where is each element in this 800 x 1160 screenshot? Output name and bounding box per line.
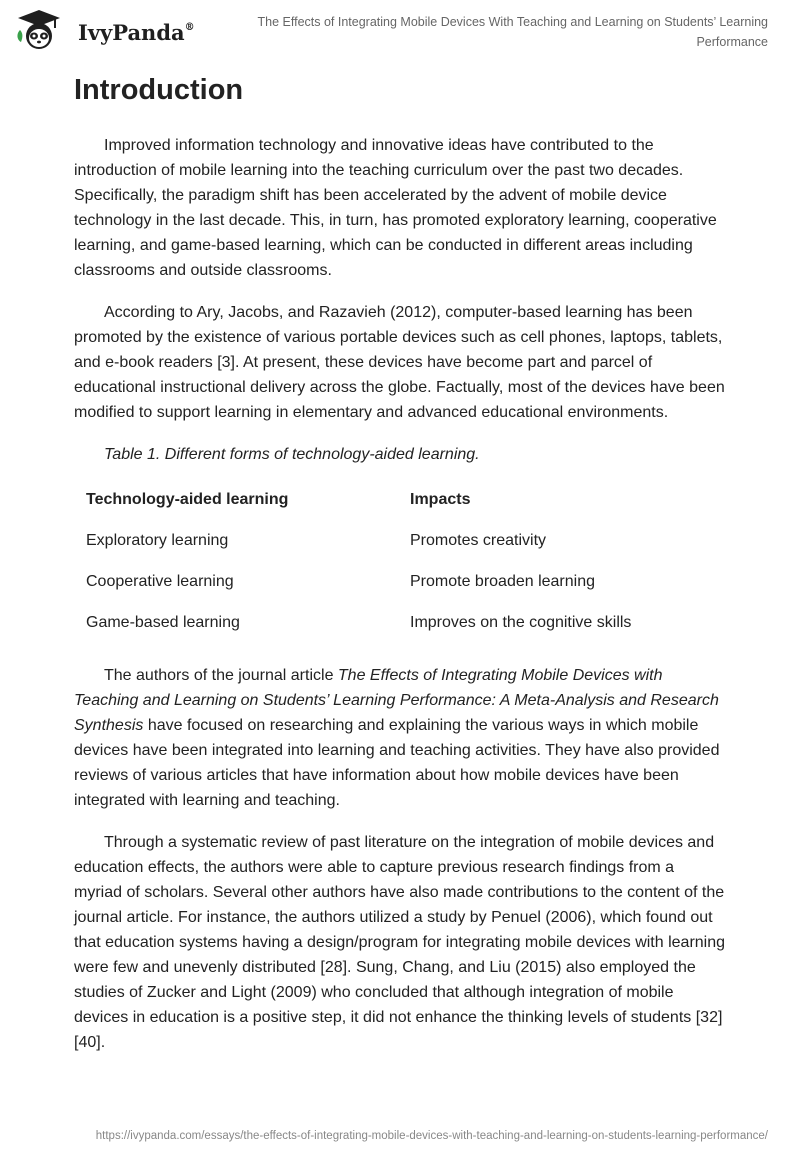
table-row xyxy=(74,610,726,651)
paragraph-4: Through a systematic review of past literature on the integration of mobile devices and education effects, the authors were able to capture previous research findings from a myriad of scholars. Several other authors have also made contributions to the content of the journal article. For instance, the authors utilized a study by Penuel (2006), which found out that education systems having a design/program for integrating mobile devices with learning were few and unevenly distributed [28]. Sung, Chang, and Liu (2015) also employed the studies of Zucker and Light (2009) who concluded that although integration of mobile devices in education is a positive step, it did not enhance the thinking levels of students [32] [40]. xyxy=(74,834,726,1051)
article-body xyxy=(74,70,726,1072)
paragraph-1: Improved information technology and innovative ideas have contributed to the introduction of mobile learning into the teaching curriculum over the past two decades. Specifically, the paradigm shift has been accelerated by the advent of mobile device technology in the last decade. This, in turn, has promoted exploratory learning, cooperative learning, and game-based learning, which can be conducted in different areas including classrooms and outside classrooms. xyxy=(74,137,717,279)
running-title: The Effects of Integrating Mobile Devices With Teaching and Learning on Students’ Learning Performance xyxy=(257,15,768,49)
table-cell: Cooperative learning xyxy=(86,573,234,590)
table-caption: Table 1. Different forms of technology-aided learning. xyxy=(104,446,480,463)
table-header-cell: Technology-aided learning xyxy=(86,491,289,508)
table-cell: Game-based learning xyxy=(86,614,240,631)
section-heading: Introduction xyxy=(74,74,244,106)
table-cell: Exploratory learning xyxy=(86,532,229,549)
panda-graduation-icon xyxy=(14,8,64,52)
source-url[interactable]: https://ivypanda.com/essays/the-effects-of-integrating-mobile-devices-with-teaching-and-learning-on-students-learning-performance/ xyxy=(95,1130,768,1142)
table-cell: Improves on the cognitive skills xyxy=(410,614,632,631)
technology-learning-table xyxy=(74,487,726,651)
table-cell: Promotes creativity xyxy=(410,532,547,549)
paragraph-2: According to Ary, Jacobs, and Razavieh (2012), computer-based learning has been promoted by the existence of various portable devices such as cell phones, laptops, tablets, and e-book readers [3]. At present, these devices have become part and parcel of educational instructional delivery across the globe. Factually, most of the devices have been modified to support learning in elementary and advanced educational environments. xyxy=(74,304,725,421)
brand-name: IvyPanda® xyxy=(78,20,195,45)
table-cell: Promote broaden learning xyxy=(410,573,596,590)
table-header-row xyxy=(74,487,726,528)
paragraph-3: The authors of the journal article The Effects of Integrating Mobile Devices with Teaching and Learning on Students’ Learning Performance: A Meta-Analysis and Research Synthesis have focused on researching and explaining the various ways in which mobile devices have been integrated into learning and teaching activities. They have also provided reviews of various articles that have information about how mobile devices have been integrated with learning and teaching. xyxy=(74,667,720,809)
table-row xyxy=(74,569,726,610)
table-row xyxy=(74,528,726,569)
ivypanda-logo[interactable] xyxy=(14,8,214,56)
table-header-cell: Impacts xyxy=(410,491,471,508)
page-header xyxy=(0,0,800,60)
journal-article-title: The Effects of Integrating Mobile Devices with Teaching and Learning on Students’ Learning Performance: A Meta-Analysis and Research Synthesis xyxy=(74,667,719,734)
